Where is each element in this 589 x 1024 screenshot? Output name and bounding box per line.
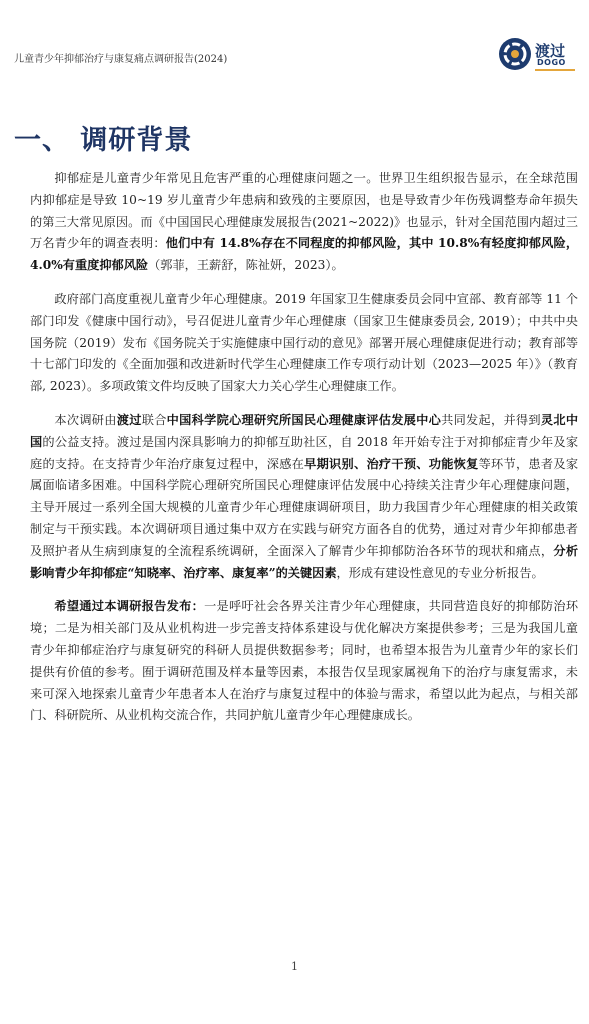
text-run: 一是呼吁社会各界关注青少年心理健康，共同营造良好的抑郁防治环境；二是为相关部门及从业机构进一步完善支持体系建设与优化解决方案提供参考；三是为我国儿童青少年抑郁症治疗与康复研究的科研人员提供数据参考；同时，也希望本报告为儿童青少年的家长们提供有价值的参考。囿于调研范围及样本量等因素，本报告仅呈现家属视角下的治疗与康复需求，未来可深入地探索儿童青少年患者本人在治疗与康复过程中的体验与需求，希望以此为起点，与相关部门、科研院所、从业机构交流合作，共同护航儿童青少年心理健康成长。	[30, 599, 579, 723]
text-run: ，形成有建设性意见的专业分析报告。	[336, 565, 544, 580]
dogo-emblem-icon	[499, 38, 531, 70]
text-run: 联合	[141, 412, 167, 427]
text-run: 抑郁症是儿童青少年常见且危害严重的心理健康问题之一。世界卫生组织报告显示，在全球范围内抑郁症是导致 10~19 岁儿童青少年患病和致残的主要原因，也是导致青少年伤残调整寿命年损失的第三大常见原因。而《中国国民心理健康发展报告(2021~2022)》也显示，针对全国范围内超过三万名青少年的调查表明：	[30, 171, 578, 251]
page-number: 1	[291, 960, 298, 973]
bold-text: 希望通过本调研报告发布：	[54, 599, 205, 614]
body-text	[30, 168, 578, 739]
logo-subtext: DOGO	[537, 58, 566, 67]
paragraph	[30, 596, 578, 727]
text-run: 本次调研由	[54, 412, 117, 427]
section-title: 一、 调研背景	[14, 125, 193, 156]
text-run: （郭菲，王薪舒，陈祉妍，2023）。	[148, 258, 344, 273]
paragraph	[30, 289, 578, 398]
bold-text: 渡过	[116, 412, 142, 427]
logo-underline	[535, 69, 575, 71]
bold-text: 早期识别、治疗干预、功能恢复	[304, 456, 479, 471]
report-header-title: 儿童青少年抑郁治疗与康复痛点调研报告(2024)	[14, 54, 228, 65]
text-run: 等环节，患者及家属面临诸多困难。中国科学院心理研究所国民心理健康评估发展中心持续关注青少年心理健康问题，主导开展过一系列全国大规模的儿童青少年心理健康调研项目，助力我国青少年心理健康的相关政策制定与干预实践。本次调研项目通过集中双方在实践与研究方面各自的优势，通过对青少年抑郁患者及照护者从生病到康复的全流程系统调研，全面深入了解青少年抑郁防治各环节的现状和痛点，	[30, 456, 579, 558]
bold-text: 中国科学院心理研究所国民心理健康评估发展中心	[166, 412, 442, 427]
paragraph	[30, 168, 578, 277]
text-run: 的公益支持。渡过是国内深具影响力的抑郁互助社区，自 2018 年开始专注于对抑郁症青少年及家庭的支持。在支持青少年治疗康复过程中，深感在	[30, 434, 579, 471]
text-run: 共同发起，并得到	[441, 412, 541, 427]
dogo-logo	[499, 36, 579, 76]
bold-text: 他们中有 14.8%存在不同程度的抑郁风险，其中 10.8%有轻度抑郁风险，4.0%有重度抑郁风险	[30, 236, 579, 273]
text-run: 政府部门高度重视儿童青少年心理健康。2019 年国家卫生健康委员会同中宣部、教育部等 11 个部门印发《健康中国行动》，号召促进儿童青少年心理健康（国家卫生健康委员会, 2019）；中共中央国务院（2019）发布《国务院关于实施健康中国行动的意见》部署开展心理健康促进行动；教育部等十七部门印发的《全面加强和改进新时代学生心理健康工作专项行动计划（2023—2025 年）》（教育部, 2023）。多项政策文件均反映了国家大力关心学生心理健康工作。	[30, 291, 578, 394]
bold-text: 灵北中国	[30, 412, 579, 449]
paragraph	[30, 410, 578, 584]
bold-text: 分析影响青少年抑郁症“知晓率、治疗率、康复率”的关键因素	[30, 543, 579, 580]
logo-wordmark: 渡过	[535, 42, 566, 60]
